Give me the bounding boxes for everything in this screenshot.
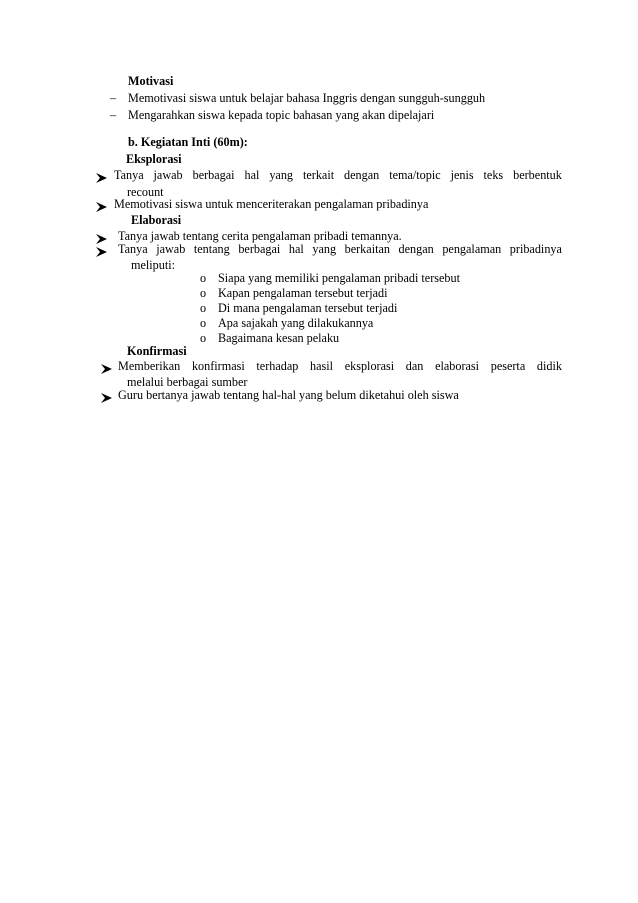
- motivasi-heading: Motivasi: [128, 74, 174, 88]
- elaborasi-subitem-4: Apa sajakah yang dilakukannya: [218, 316, 374, 330]
- konfirmasi-item-1: Memberikan konfirmasi terhadap hasil eksplorasi dan elaborasi peserta didik: [118, 359, 562, 373]
- kegiatan-inti-heading: b. Kegiatan Inti (60m):: [128, 135, 248, 149]
- arrow-bullet-icon: [101, 390, 112, 407]
- konfirmasi-item-1-cont: melalui berbagai sumber: [127, 375, 248, 389]
- sub-bullet-o: o: [200, 286, 207, 300]
- dash-marker: –: [110, 91, 117, 105]
- konfirmasi-item-2: Guru bertanya jawab tentang hal-hal yang belum diketahui oleh siswa: [118, 388, 459, 402]
- eksplorasi-item-1: Tanya jawab berbagai hal yang terkait dengan tema/topic jenis teks berbentuk: [114, 168, 562, 182]
- elaborasi-subitem-1: Siapa yang memiliki pengalaman pribadi tersebut: [218, 271, 460, 285]
- sub-bullet-o: o: [200, 316, 207, 330]
- arrow-bullet-icon: [101, 361, 112, 378]
- eksplorasi-item-1-cont: recount: [127, 185, 164, 199]
- elaborasi-item-1: Tanya jawab tentang cerita pengalaman pribadi temannya.: [118, 229, 402, 243]
- sub-bullet-o: o: [200, 301, 207, 315]
- motivasi-item-1: Memotivasi siswa untuk belajar bahasa Inggris dengan sungguh-sungguh: [128, 91, 486, 105]
- motivasi-item-2: Mengarahkan siswa kepada topic bahasan yang akan dipelajari: [128, 108, 435, 122]
- konfirmasi-heading: Konfirmasi: [127, 344, 187, 358]
- arrow-bullet-icon: [96, 244, 107, 261]
- eksplorasi-item-2: Memotivasi siswa untuk menceriterakan pengalaman pribadinya: [114, 197, 429, 211]
- elaborasi-item-2-cont: meliputi:: [131, 258, 176, 272]
- sub-bullet-o: o: [200, 331, 207, 345]
- elaborasi-subitem-3: Di mana pengalaman tersebut terjadi: [218, 301, 398, 315]
- dash-marker: –: [110, 108, 117, 122]
- elaborasi-subitem-2: Kapan pengalaman tersebut terjadi: [218, 286, 388, 300]
- elaborasi-item-2: Tanya jawab tentang berbagai hal yang berkaitan dengan pengalaman pribadinya: [118, 242, 562, 256]
- arrow-bullet-icon: [96, 170, 107, 187]
- sub-bullet-o: o: [200, 271, 207, 285]
- arrow-bullet-icon: [96, 199, 107, 216]
- eksplorasi-heading: Eksplorasi: [126, 152, 182, 166]
- elaborasi-subitem-5: Bagaimana kesan pelaku: [218, 331, 340, 345]
- elaborasi-heading: Elaborasi: [131, 213, 182, 227]
